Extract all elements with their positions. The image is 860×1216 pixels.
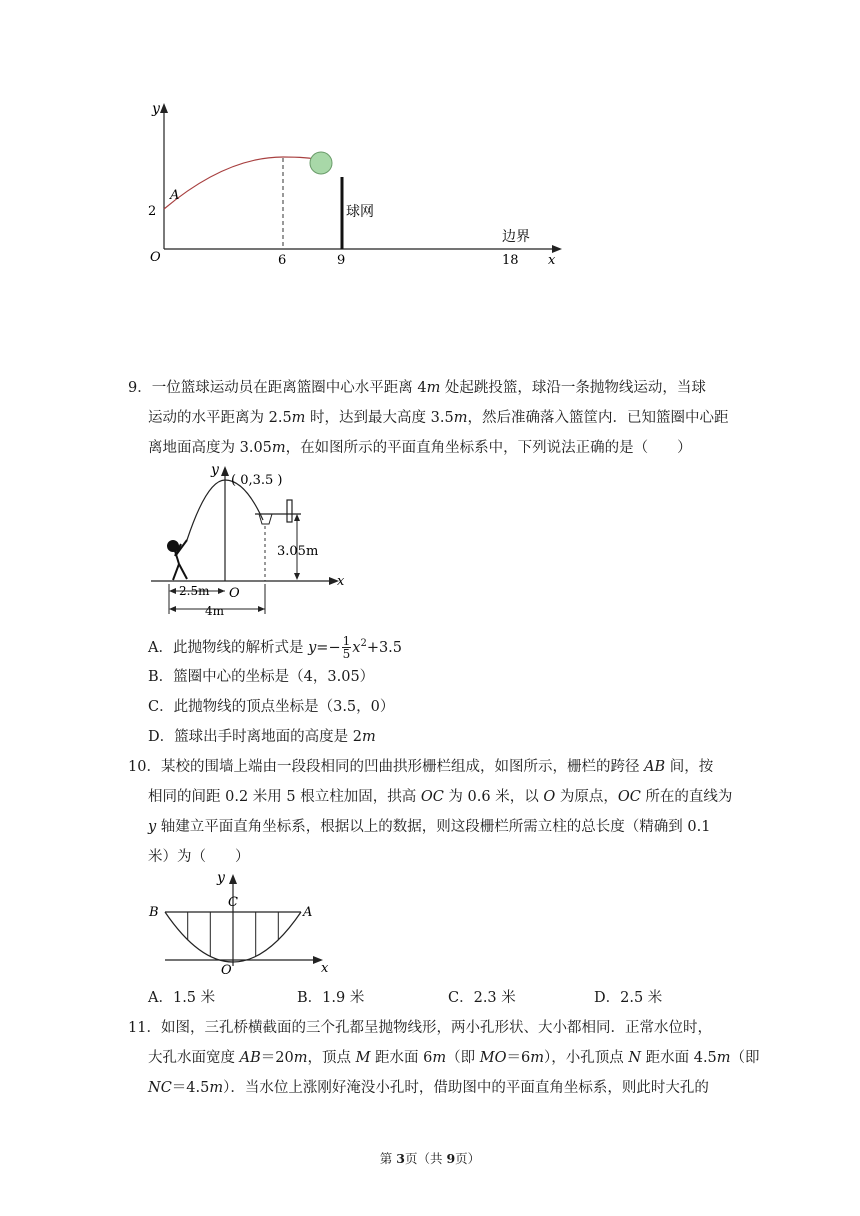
- fig9-height-label: 3.05m: [277, 544, 319, 559]
- fig10-label-c: C: [228, 895, 238, 910]
- fig8-x-tick-6: 6: [278, 253, 287, 268]
- fig9-diagram: [145, 460, 355, 625]
- q10-line-1: 10．某校的围墙上端由一段段相同的凹曲拱形栅栏组成，如图所示，栅栏的跨径 AB 间，按: [128, 759, 714, 775]
- fig8-boundary-label: 边界: [502, 229, 530, 245]
- fig9-origin: O: [229, 586, 240, 601]
- q9-line-1: 9．一位篮球运动员在距离篮圈中心水平距离 4m 处起跳投篮，球沿一条抛物线运动，当球: [128, 380, 706, 396]
- fig8-trajectory: [164, 157, 320, 209]
- q11-line-1: 11．如图，三孔桥横截面的三个孔都呈抛物线形，两小孔形状、大小都相同．正常水位时，: [128, 1020, 712, 1036]
- q9-option-a: A．此抛物线的解析式是 y=− $\frac{1}{5}$ $x^2+3.5$: [148, 634, 403, 662]
- fig10-origin: O: [221, 963, 232, 978]
- fig9-dist1-label: 2.5m: [179, 584, 210, 598]
- fig8-x-tick-9: 9: [337, 253, 346, 268]
- page-footer: 第 3页（共 9页）: [379, 1151, 481, 1166]
- q10-line-3: y 轴建立平面直角坐标系，根据以上的数据，则这段栅栏所需立柱的总长度（精确到 0.1: [148, 819, 711, 835]
- fig9-vertex-label: ( 0,3.5 ): [231, 473, 283, 488]
- q10-option-b: B．1.9 米: [297, 990, 365, 1006]
- fig8-y-arrow: [160, 103, 168, 113]
- fig8-ball: [310, 152, 332, 174]
- q9-option-d: D．篮球出手时离地面的高度是 2m: [148, 729, 376, 745]
- fig9-x-label: x: [337, 574, 345, 589]
- fig10-label-b: B: [149, 905, 159, 920]
- fig10-y-arrow: [229, 874, 237, 884]
- fig8-x-arrow: [552, 245, 562, 253]
- q9-option-b: B．篮圈中心的坐标是（4，3.05）: [148, 669, 375, 685]
- q10-line-4: 米）为（ ）: [148, 849, 250, 865]
- fig9-dist2-label: 4m: [205, 604, 225, 618]
- fig9-y-label: y: [211, 462, 219, 478]
- q10-option-d: D．2.5 米: [594, 990, 663, 1006]
- fig8-x-label: x: [548, 253, 556, 268]
- fig8-point-a: A: [170, 188, 180, 203]
- fig10-x-label: x: [321, 961, 329, 976]
- q9-line-3: 离地面高度为 3.05m，在如图所示的平面直角坐标系中，下列说法正确的是（ ）: [148, 440, 692, 456]
- q10-option-a: A．1.5 米: [148, 990, 216, 1006]
- q9-option-c: C．此抛物线的顶点坐标是（3.5，0）: [148, 699, 395, 715]
- backboard: [287, 500, 292, 522]
- q11-line-3: NC＝4.5m）．当水位上涨刚好淹没小孔时，借助图中的平面直角坐标系，则此时大孔的: [148, 1080, 709, 1096]
- fig9-y-arrow: [221, 466, 229, 476]
- fig8-x-tick-18: 18: [502, 253, 519, 268]
- q11-line-2: 大孔水面宽度 AB＝20m，顶点 M 距水面 6m（即 MO＝6m），小孔顶点 N 距水面 4.5m（即: [148, 1050, 760, 1066]
- fig10-diagram: [145, 868, 340, 978]
- fig10-label-a: A: [303, 905, 313, 920]
- fig8-net-label: 球网: [346, 204, 374, 220]
- q10-line-2: 相同的间距 0.2 米用 5 根立柱加固，拱高 OC 为 0.6 米，以 O 为原点，OC 所在的直线为: [148, 789, 733, 805]
- fig8-y-tick: 2: [148, 204, 157, 219]
- player-figure: [168, 540, 187, 580]
- q10-option-c: C．2.3 米: [448, 990, 516, 1006]
- fig8-y-label: y: [152, 101, 160, 117]
- q9-line-2: 运动的水平距离为 2.5m 时，达到最大高度 3.5m，然后准确落入篮筐内．已知篮圈中心距: [148, 410, 729, 426]
- fraction-one-fifth: $\frac{1}{5}$: [342, 634, 351, 662]
- fig8-diagram: [140, 95, 580, 270]
- fig8-origin: O: [150, 250, 161, 265]
- fig10-y-label: y: [217, 870, 225, 886]
